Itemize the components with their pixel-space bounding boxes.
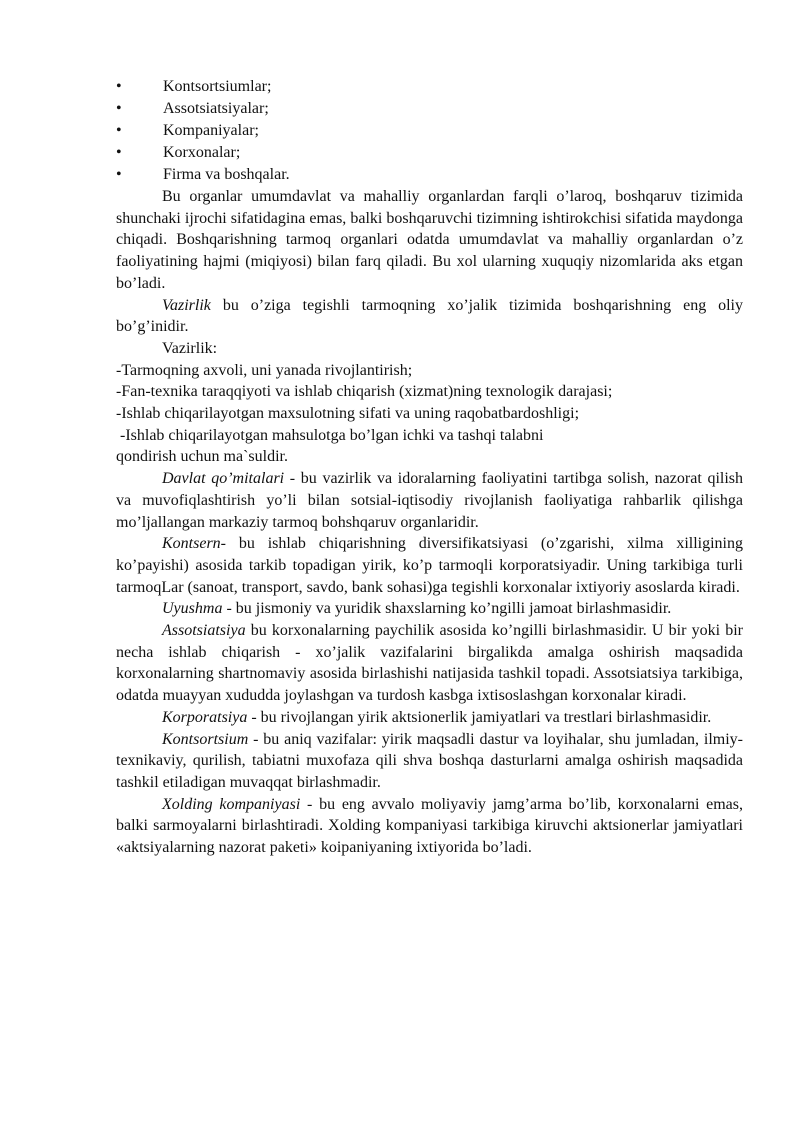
bullet-icon: • bbox=[116, 144, 122, 161]
list-item: qondirish uchun ma`suldir. bbox=[116, 448, 288, 466]
list-item: • Kontsortsiumlar; bbox=[116, 76, 743, 98]
vazirlik-list bbox=[116, 360, 743, 469]
list-item: • Firma va boshqalar. bbox=[116, 164, 743, 186]
intro-paragraph: Bu organlar umumdavlat va mahalliy organlardan farqli o’laroq, boshqaruv tizimida shunchaki ijrochi sifatidagina emas, balki boshqaruvchi tizimning ishtirokchisi sifatida maydonga chiqadi. Boshqarishning tarmoq organlari odatda umumdavlat va mahalliy organlardan o’z faoliyatining hajmi (miqiyosi) bilan farq qiladi. Bu xol ularning xuquqiy nizomlarida aks etgan bo’ladi. bbox=[116, 188, 743, 292]
bullet-icon: • bbox=[116, 100, 122, 117]
list-item: • Kompaniyalar; bbox=[116, 120, 743, 142]
definition-term: Korporatsiya bbox=[162, 708, 248, 726]
list-item: • Korxonalar; bbox=[116, 142, 743, 164]
definition-term: Xolding kompaniyasi bbox=[162, 795, 301, 813]
definition-text: - bu jismoniy va yuridik shaxslarning ko’ngilli jamoat birlashmasidir. bbox=[222, 600, 672, 618]
definition-uyushma bbox=[116, 598, 743, 620]
definition-term: Davlat qo’mitalari bbox=[162, 470, 285, 488]
definition-term: Uyushma bbox=[162, 600, 223, 618]
list-item: -Ishlab chiqarilayotgan mahsulotga bo’lgan ichki va tashqi talabni bbox=[116, 426, 544, 444]
definition-text: bu ishlab chiqarishning diversifikatsiyasi (o’zgarishi, xilma xilligining ko’payishi) asosida tarkib topadigan yirik, ko’p tarmoqli korporatsiyadir. Uning tarkibiga turli tarmoqLar (sanoat, transport, savdo, bank sohasi)ga tegishli korxonalar ixtiyoriy asoslarda kiradi. bbox=[116, 535, 743, 596]
list-item: -Fan-texnika taraqqiyoti va ishlab chiqarish (xizmat)ning texnologik darajasi; bbox=[116, 383, 613, 401]
definition-text: - bu vazirlik va idoralarning faoliyatini tartibga solish, nazorat qilish va muvofiqlashtirish yo’li bilan sotsial-iqtisodiy rivojlanish faoliyatiga rahbarlik qilishga mo’ljallangan markaziy tarmoq bohshqaruv organlaridir. bbox=[116, 470, 744, 531]
definition-text: - bu eng avvalo moliyaviy jamg’arma bo’lib, korxonalarni emas, balki sarmoyalarni birlashtiradi. Xolding kompaniyasi tarkibiga kiruvchi aktsionerlar jamiyatlari «aktsiyalarning nazorat paketi» koipaniyaning ixtiyorida bo’ladi. bbox=[116, 795, 743, 857]
definition-term: Kontsern- bbox=[162, 535, 226, 553]
list-item: -Tarmoqning axvoli, uni yanada rivojlantirish; bbox=[116, 361, 413, 379]
definition-davlat-qomitalari bbox=[116, 468, 743, 533]
definition-text: - bu aniq vazifalar: yirik maqsadli dastur va loyihalar, shu jumladan, ilmiy-texnikaviy, qurilish, tabiatni muxofaza qili shva boshqa dasturlarni amalga oshirish maqsadida tashkil etiladigan muvaqqat birlashmadir. bbox=[116, 730, 743, 791]
bullet-list bbox=[116, 76, 743, 186]
definition-text: bu korxonalarning paychilik asosida ko’ngilli birlashmasidir. U bir yoki bir necha ishlab chiqarish - xo’jalik vazifalarini birgalikda amalga oshirish maqsadida korxonalarning shartnomaviy asosida birlashishi natijasida tashkil topadi. Assotsiatsiya tarkibiga, odatda muayyan xududda joylashgan va turdosh kasbga ixtisoslashgan korxonalar kiradi. bbox=[116, 622, 743, 705]
vazirlik-term: Vazirlik bbox=[162, 296, 211, 314]
bullet-icon: • bbox=[116, 166, 122, 183]
list-item: • Assotsiatsiyalar; bbox=[116, 98, 743, 120]
list-item: -Ishlab chiqarilayotgan maxsulotning sifati va uning raqobatbardoshligi; bbox=[116, 405, 580, 423]
definition-assotsiatsiya bbox=[116, 620, 743, 707]
bullet-icon: • bbox=[116, 78, 122, 95]
definition-kontsortsium bbox=[116, 729, 743, 794]
definition-term: Kontsortsium bbox=[162, 730, 249, 748]
vazirlik-text: bu o’ziga tegishli tarmoqning xo’jalik tizimida boshqarishning eng oliy bo’g’inidir. bbox=[116, 296, 743, 336]
definition-text: - bu rivojlangan yirik aktsionerlik jamiyatlari va trestlari birlashmasidir. bbox=[247, 708, 712, 726]
vazirlik-list-heading: Vazirlik: bbox=[162, 339, 218, 357]
definition-kontsern bbox=[116, 533, 743, 598]
definition-xolding-kompaniyasi bbox=[116, 794, 743, 859]
document-body bbox=[116, 76, 743, 859]
vazirlik-paragraph bbox=[116, 295, 743, 338]
definition-korporatsiya bbox=[116, 707, 743, 729]
bullet-icon: • bbox=[116, 122, 122, 139]
definition-term: Assotsiatsiya bbox=[162, 622, 246, 640]
